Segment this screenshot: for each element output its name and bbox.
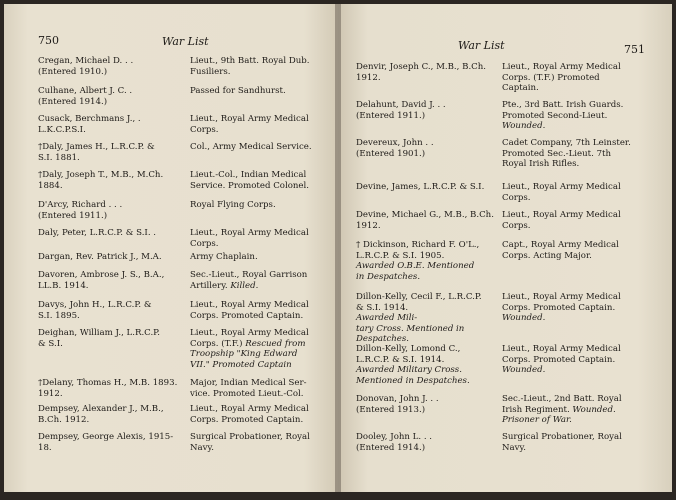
entry-record — [190, 228, 340, 249]
entry-record — [502, 292, 652, 324]
entry-record — [502, 182, 652, 203]
entry-name: Dillon-Kelly, Lomond C., L.R.C.P. & S.I. 1914. Awarded Military Cross. Mentioned in Despatches. — [356, 344, 494, 386]
entry-service: Lieut., Royal Army Medical Corps. Promoted Captain. — [502, 344, 621, 365]
entry-name: †Daly, James H., L.R.C.P. & S.I. 1881. — [38, 142, 155, 163]
entry-record — [502, 100, 652, 132]
entry-record — [190, 378, 340, 399]
entry-name: Devine, James, L.R.C.P. & S.I. — [356, 182, 485, 192]
entry-note: Rescued from Troopship "King Edward VII." Promoted Captain — [190, 338, 306, 370]
entry-name: Cusack, Berchmans J., . L.K.C.P.S.I. — [38, 114, 141, 135]
entry-service: Lieut., Royal Army Medical Corps. Promoted Captain. — [502, 292, 621, 313]
entry-service: Lieut., Royal Army Medical Corps. Promoted Captain. — [190, 404, 309, 425]
entry-name: Culhane, Albert J. C. . (Entered 1914.) — [38, 86, 133, 107]
entry-service: Lieut., Royal Army Medical Corps. — [502, 182, 621, 203]
entry-name: Daly, Peter, L.R.C.P. & S.I. . — [38, 228, 157, 238]
entry-name: Dempsey, George Alexis, 1915- 18. — [38, 432, 174, 453]
entry-name: Dempsey, Alexander J., M.B., B.Ch. 1912. — [38, 404, 164, 425]
entry-service: Sec.-Lieut., Royal Garrison Artillery. — [190, 270, 308, 291]
entry-name: †Daly, Joseph T., M.B., M.Ch. 1884. — [38, 170, 164, 191]
entry-record — [190, 142, 340, 153]
entry-record — [190, 200, 340, 211]
entry-name: †Delany, Thomas H., M.B. 1893. 1912. — [38, 378, 178, 399]
entry-record — [190, 404, 340, 425]
entry-record — [502, 394, 652, 426]
entry-record — [502, 62, 652, 94]
entry-record — [502, 240, 652, 261]
entry-name: Donovan, John J. . . (Entered 1913.) — [356, 394, 439, 415]
entry-service: Army Chaplain. — [190, 252, 258, 262]
entry-service: Surgical Probationer, Royal Navy. — [502, 432, 622, 453]
entry-service: Passed for Sandhurst. — [190, 86, 286, 96]
entry-name: Delahunt, David J. . . (Entered 1911.) — [356, 100, 446, 121]
entry-note: Wounded. Prisoner of War. — [502, 404, 616, 425]
entry-honours: Awarded Military Cross. Mentioned in Despatches. — [356, 365, 470, 386]
entry-service: Royal Flying Corps. — [190, 200, 276, 210]
entry-service: Surgical Probationer, Royal Navy. — [190, 432, 310, 453]
left-page — [4, 4, 338, 492]
right-page — [338, 4, 672, 492]
entry-note: Wounded. — [502, 313, 546, 323]
entry-name: Davoren, Ambrose J. S., B.A., LL.B. 1914. — [38, 270, 165, 291]
running-head: War List — [162, 35, 209, 48]
entry-note: Wounded. — [502, 365, 546, 375]
entry-service: Cadet Company, 7th Leinster. Promoted Sec.-Lieut. 7th Royal Irish Rifles. — [502, 138, 631, 169]
entry-honours: Awarded Mili- tary Cross. Mentioned in Despatches. — [356, 313, 465, 344]
entry-service: Lieut., 9th Batt. Royal Dub. Fusiliers. — [190, 56, 310, 77]
entry-record — [190, 170, 340, 191]
entry-record — [502, 210, 652, 231]
entry-service: Major, Indian Medical Ser- vice. Promoted Lieut.-Col. — [190, 378, 307, 399]
entry-note: Wounded. — [502, 121, 546, 131]
entry-record — [190, 86, 340, 97]
entry-service: Lieut., Royal Army Medical Corps. (T.F.) Promoted Captain. — [502, 62, 621, 93]
entry-service: Lieut.-Col., Indian Medical Service. Promoted Colonel. — [190, 170, 309, 191]
entry-service: Pte., 3rd Batt. Irish Guards. Promoted Second-Lieut. — [502, 100, 624, 121]
entry-record — [190, 56, 340, 77]
entry-name: Dargan, Rev. Patrick J., M.A. — [38, 252, 162, 262]
running-head: War List — [458, 39, 505, 52]
entry-record — [190, 300, 340, 321]
entry-record — [190, 270, 340, 291]
entry-service: Lieut., Royal Army Medical Corps. — [502, 210, 621, 231]
book-gutter — [335, 4, 341, 492]
entry-service: Sec.-Lieut., 2nd Batt. Royal Irish Regiment. — [502, 394, 622, 415]
entry-record — [502, 344, 652, 376]
entry-service: Capt., Royal Army Medical Corps. Acting Major. — [502, 240, 619, 261]
entry-service: Lieut., Royal Army Medical Corps. (T.F.) — [190, 328, 309, 349]
entry-name: Denvir, Joseph C., M.B., B.Ch. 1912. — [356, 62, 487, 83]
entry-record — [502, 432, 652, 453]
entry-service: Lieut., Royal Army Medical Corps. Promoted Captain. — [190, 300, 309, 321]
entry-name: † Dickinson, Richard F. O'L., L.R.C.P. & S.I. 1905. Awarded O.B.E. Mentioned in Despatches. — [356, 240, 494, 282]
page-number: 751 — [624, 43, 645, 56]
entry-name: Devereux, John . . (Entered 1901.) — [356, 138, 434, 159]
entry-record — [190, 432, 340, 453]
entry-name: Cregan, Michael D. . . (Entered 1910.) — [38, 56, 134, 77]
entry-service: Lieut., Royal Army Medical Corps. — [190, 228, 309, 249]
entry-record — [190, 252, 340, 263]
page-number: 750 — [38, 34, 59, 47]
entry-name: D'Arcy, Richard . . . (Entered 1911.) — [38, 200, 123, 221]
entry-service: Lieut., Royal Army Medical Corps. — [190, 114, 309, 135]
entry-record — [190, 328, 340, 370]
entry-name: Dillon-Kelly, Cecil F., L.R.C.P. & S.I. 1914. Awarded Mili- tary Cross. Mentioned in Despatches. — [356, 292, 494, 345]
book-spread — [4, 4, 672, 492]
entry-name: Deighan, William J., L.R.C.P. & S.I. — [38, 328, 160, 349]
entry-name: Dooley, John L. . . (Entered 1914.) — [356, 432, 433, 453]
entry-honours: Awarded O.B.E. Mentioned in Despatches. — [356, 261, 475, 282]
entry-note: Killed. — [227, 280, 259, 291]
entry-name: Devine, Michael G., M.B., B.Ch. 1912. — [356, 210, 494, 231]
entry-name: Davys, John H., L.R.C.P. & S.I. 1895. — [38, 300, 152, 321]
entry-record — [502, 138, 652, 170]
entry-record — [190, 114, 340, 135]
entry-service: Col., Army Medical Service. — [190, 142, 312, 152]
